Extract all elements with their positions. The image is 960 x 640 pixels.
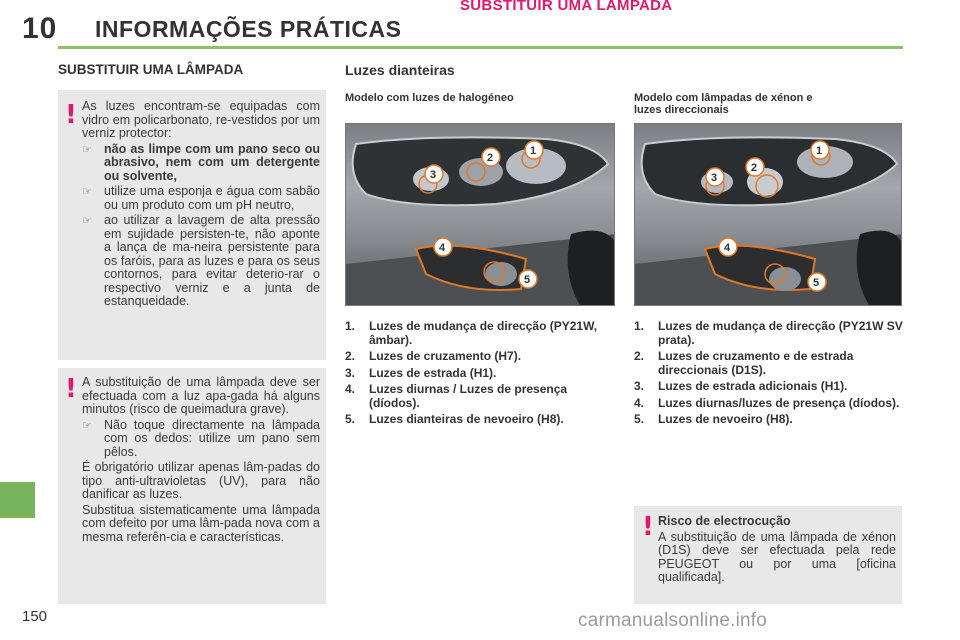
warning-box-varnish xyxy=(58,90,326,360)
watermark: carmanualsonline.info xyxy=(578,610,768,631)
svg-text:5: 5 xyxy=(524,274,531,286)
callout-5 xyxy=(519,270,537,288)
warning-replace-paragraph: Substitua sistematicamente uma lâmpada com defeito por uma lâm-pada nova com a mesma referên-cia e características. xyxy=(82,502,320,544)
list-item: 2. Luzes de cruzamento (H7). xyxy=(345,349,522,363)
list-item: 1. Luzes de mudança de direcção (PY21W SV prata). xyxy=(634,319,903,347)
callout-4 xyxy=(434,238,452,256)
pointing-hand-icon: ☞ xyxy=(82,186,92,198)
svg-text:3: 3 xyxy=(711,172,718,184)
warning-varnish-intro: As luzes encontram-se equipadas com vidro em policarbonato, re-vestidos por um verniz protector: xyxy=(82,99,320,140)
section-title: SUBSTITUIR UMA LÂMPADA xyxy=(58,62,244,77)
callout-2 xyxy=(746,158,764,176)
electrocution-title: Risco de electrocução xyxy=(658,514,791,528)
list-item: 5. Luzes de nevoeiro (H8). xyxy=(634,412,793,426)
front-lights-title: Luzes dianteiras xyxy=(345,62,455,78)
list-item: 4. Luzes diurnas/luzes de presença (díodos). xyxy=(634,395,900,410)
list-item: 3. Luzes de estrada (H1). xyxy=(345,365,497,380)
svg-text:2: 2 xyxy=(751,162,758,174)
svg-text:4: 4 xyxy=(724,242,731,254)
exclamation-icon: ! xyxy=(65,374,77,404)
list-item: 3. Luzes de estrada adicionais (H1). xyxy=(634,379,848,393)
halogen-headlight-illustration xyxy=(346,124,615,306)
section-tag: SUBSTITUIR UMA LAMPADA xyxy=(460,0,673,14)
callout-3 xyxy=(706,168,724,186)
pointing-hand-icon: ☞ xyxy=(82,215,92,227)
xenon-headlight-illustration xyxy=(635,124,902,306)
callout-3 xyxy=(425,165,443,183)
electrocution-warning-text xyxy=(658,515,896,587)
halogen-headlight-image xyxy=(345,123,615,306)
svg-text:2: 2 xyxy=(487,152,494,164)
chapter-side-tab xyxy=(0,482,35,518)
list-item: 2. Luzes de cruzamento e de estrada direccionais (D1S). xyxy=(634,349,854,377)
warning-box-replacement xyxy=(58,368,326,604)
warning-varnish-text xyxy=(82,100,320,311)
electrocution-warning-box xyxy=(634,506,902,604)
pointing-hand-icon: ☞ xyxy=(82,143,92,156)
svg-text:1: 1 xyxy=(816,145,823,157)
halogen-subtitle: Modelo com luzes de halogéneo xyxy=(345,92,514,104)
list-item: 5. Luzes dianteiras de nevoeiro (H8). xyxy=(345,412,564,426)
callout-2 xyxy=(482,148,500,166)
exclamation-icon: ! xyxy=(65,100,77,130)
svg-text:4: 4 xyxy=(439,242,446,254)
xenon-headlight-image xyxy=(634,123,902,306)
electrocution-body: A substituição de uma lâmpada de xénon (D1S) deve ser efectuada pela rede PEUGEOT ou por uma [oficina qualificada]. xyxy=(658,529,896,584)
callout-4 xyxy=(719,238,737,256)
xenon-subtitle: Modelo com lâmpadas de xénon e luzes direccionais xyxy=(634,92,813,116)
list-item: 4. Luzes diurnas / Luzes de presença (díodos). xyxy=(345,382,568,410)
exclamation-icon: ! xyxy=(642,512,654,542)
callout-1 xyxy=(811,141,829,159)
warning-replacement-intro: A substituição de uma lâmpada deve ser efectuada com a luz apa-gada há alguns minutos (risco de queimadura grave). xyxy=(82,375,320,416)
warning-uv-paragraph: É obrigatório utilizar apenas lâm-padas do tipo anti-ultravioletas (UV), para não danificar as luzes. xyxy=(82,460,320,501)
warning-replacement-text xyxy=(82,376,320,546)
xenon-bulb-list xyxy=(634,320,906,430)
callout-5 xyxy=(808,273,826,291)
chapter-title: INFORMAÇÕES PRÁTICAS xyxy=(95,16,402,42)
list-item: ☞ não as limpe com um pano seco ou abrasivo, nem com um detergente ou solvente, xyxy=(82,141,320,183)
header-rule xyxy=(58,46,903,49)
callout-1 xyxy=(525,141,543,159)
svg-text:1: 1 xyxy=(530,145,537,157)
svg-text:5: 5 xyxy=(813,277,820,289)
list-item: ☞ Não toque directamente na lâmpada com os dedos: utilize um pano sem pêlos. xyxy=(82,417,320,459)
list-item: ☞ ao utilizar a lavagem de alta pressão em sujidade persisten-te, não aponte a lança de ma-neira persistente para os faróis, para as luzes e para os seus contornos, para evitar deterio-rar o respectivo verniz e a junta de estanqueidade. xyxy=(82,213,320,308)
page-number: 150 xyxy=(22,608,48,625)
halogen-bulb-list xyxy=(345,320,620,430)
list-item: ☞ utilize uma esponja e água com sabão ou um produto com um pH neutro, xyxy=(82,184,320,212)
list-item: 1. Luzes de mudança de direcção (PY21W, âmbar). xyxy=(345,319,598,347)
chapter-number: 10 xyxy=(22,12,58,45)
pointing-hand-icon: ☞ xyxy=(82,419,92,432)
svg-text:3: 3 xyxy=(430,169,437,181)
